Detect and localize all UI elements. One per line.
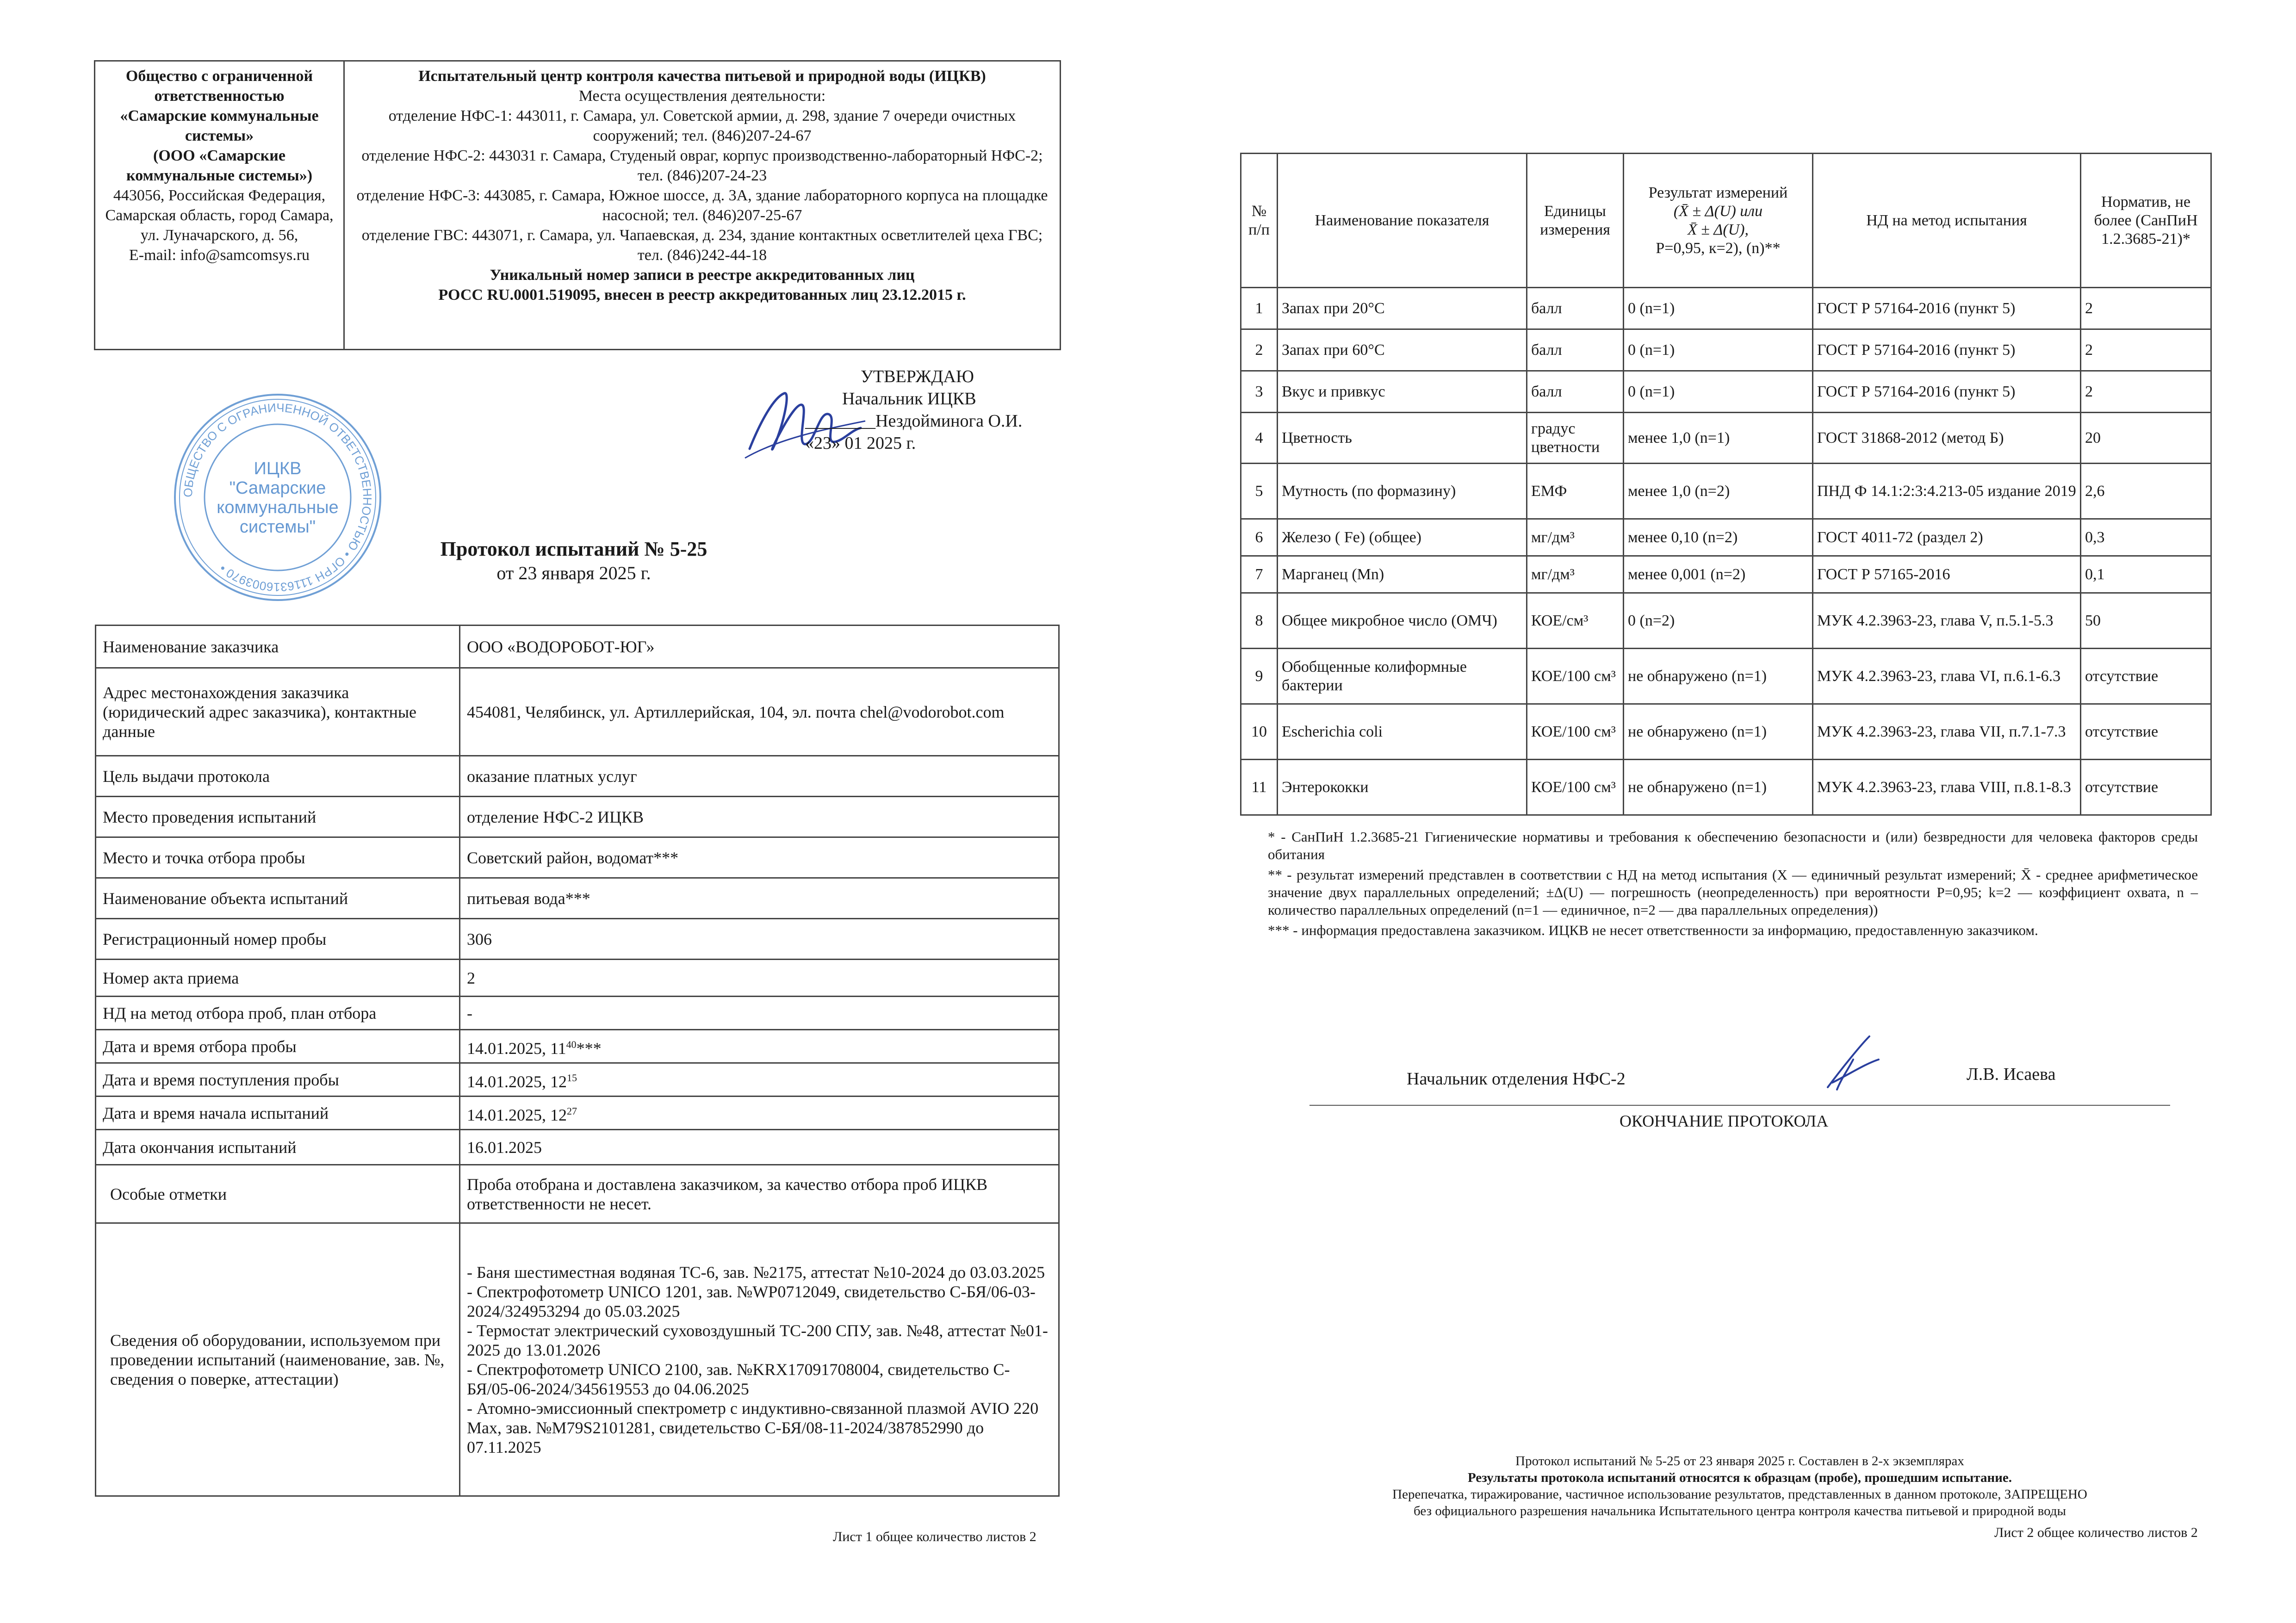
info-value: оказание платных услуг — [460, 756, 1059, 797]
stamp-text: ИЦКВ — [254, 459, 302, 478]
footnote: * - СанПиН 1.2.3685-21 Гигиенические нормативы и требования к обеспечению безопасности и (или) безвредности для человека факторов среды обитания — [1268, 829, 2198, 862]
results-header-row — [1241, 154, 2211, 288]
col-result: Результат измерений (X̄ ± Δ(U) или X̄ ± Δ(U), Р=0,95, к=2), (n)** — [1624, 154, 1813, 288]
protocol-number: Протокол испытаний № 5-25 — [440, 538, 707, 560]
equipment-line: - Атомно-эмиссионный спектрометр с индуктивно-связанной плазмой AVIO 220 Max, зав. №M79S2101281, свидетельство С-БЯ/08-11-2024/387852990 до 07.11.2025 — [467, 1399, 1039, 1456]
page1-footer: Лист 1 общее количество листов 2 — [833, 1529, 1036, 1544]
table-row — [96, 878, 1059, 919]
table-row — [96, 1165, 1059, 1223]
table-row: 10 Escherichia coli КОЕ/100 см³ не обнаружено (n=1) МУК 4.2.3963-23, глава VII, п.7.1-7.3 отсутствие — [1241, 704, 2211, 760]
col-num: № п/п — [1241, 154, 1278, 288]
equipment-line: - Термостат электрический суховоздушный ТС-200 СПУ, зав. №48, аттестат №01-2025 до 13.01.2026 — [467, 1321, 1048, 1359]
table-row — [96, 668, 1059, 756]
approve-position: Начальник ИЦКВ — [842, 389, 976, 409]
table-row: 3 Вкус и привкус балл 0 (n=1) ГОСТ Р 57164-2016 (пункт 5) 2 — [1241, 371, 2211, 413]
page2-footer — [1277, 1453, 2203, 1519]
info-key: Адрес местонахождения заказчика (юридический адрес заказчика), контактные данные — [96, 668, 460, 756]
info-value: 14.01.2025, $12^{27}$ — [460, 1096, 1059, 1130]
table-row — [96, 1223, 1059, 1496]
branch-line: отделение НФС-2: 443031 г. Самара, Студеный овраг, корпус производственно-лабораторный НФС-2; тел. (846)207-24-23 — [361, 147, 1043, 184]
footnotes — [1268, 828, 2198, 942]
info-value: 2 — [460, 960, 1059, 997]
col-norm: Норматив, не более (СанПиН 1.2.3685-21)* — [2081, 154, 2211, 288]
protocol-title — [352, 537, 796, 585]
footer-line: без официального разрешения начальника Испытательного центра контроля качества питьевой и природной воды — [1414, 1504, 2066, 1518]
table-row: 9 Обобщенные колиформные бактерии КОЕ/100 см³ не обнаружено (n=1) МУК 4.2.3963-23, глава VI, п.6.1-6.3 отсутствие — [1241, 649, 2211, 704]
table-row — [96, 1096, 1059, 1130]
table-row — [96, 797, 1059, 837]
branch-line: отделение НФС-1: 443011, г. Самара, ул. Советской армии, д. 298, здание 7 очереди очистных сооружений; тел. (846)207-24-67 — [388, 107, 1016, 144]
info-key: Место и точка отбора пробы — [96, 837, 460, 878]
table-row: 7 Марганец (Mn) мг/дм³ менее 0,001 (n=2) ГОСТ Р 57165-2016 0,1 — [1241, 556, 2211, 593]
equipment-line: - Спектрофотометр UNICO 2100, зав. №KRX17091708004, свидетельство С-БЯ/05-06-2024/345619553 до 04.06.2025 — [467, 1360, 1010, 1398]
equipment-line: - Спектрофотометр UNICO 1201, зав. №WP0712049, свидетельство С-БЯ/06-03-2024/324953294 до 05.03.2025 — [467, 1282, 1036, 1320]
table-row: 4 Цветность градус цветности менее 1,0 (n=1) ГОСТ 31868-2012 (метод Б) 20 — [1241, 413, 2211, 464]
info-key: Регистрационный номер пробы — [96, 919, 460, 960]
org-name-line: (ООО «Самарские коммунальные системы») — [126, 147, 313, 184]
registry-line: Уникальный номер записи в реестре аккредитованных лиц — [490, 266, 915, 284]
info-value: отделение НФС-2 ИЦКВ — [460, 797, 1059, 837]
info-key: Особые отметки — [96, 1165, 460, 1223]
table-row: 11 Энтерококки КОЕ/100 см³ не обнаружено (n=1) МУК 4.2.3963-23, глава VIII, п.8.1-8.3 отсутствие — [1241, 760, 2211, 815]
table-row — [96, 1063, 1059, 1096]
info-value: 306 — [460, 919, 1059, 960]
places-label: Места осуществления деятельности: — [578, 87, 826, 105]
approve-date: «23» 01 2025 г. — [805, 434, 916, 453]
divider — [1309, 1105, 2170, 1106]
approve-name: ________Нездойминога О.И. — [805, 411, 1023, 431]
signer-name: Л.В. Исаева — [1967, 1065, 2056, 1084]
table-row — [96, 1130, 1059, 1165]
approve-label: УТВЕРЖДАЮ — [861, 367, 974, 386]
info-key: Цель выдачи протокола — [96, 756, 460, 797]
table-row — [96, 960, 1059, 997]
registry-line: РОСС RU.0001.519095, внесен в реестр аккредитованных лиц 23.12.2015 г. — [438, 286, 966, 304]
footer-line: Перепечатка, тиражирование, частичное использование результатов, представленных в данном протоколе, ЗАПРЕЩЕНО — [1392, 1487, 2087, 1502]
table-row: 2 Запах при 60°С балл 0 (n=1) ГОСТ Р 57164-2016 (пункт 5) 2 — [1241, 329, 2211, 371]
stamp-text: "Самарские — [229, 478, 326, 498]
info-key: Номер акта приема — [96, 960, 460, 997]
table-row: 1 Запах при 20°С балл 0 (n=1) ГОСТ Р 57164-2016 (пункт 5) 2 — [1241, 288, 2211, 329]
protocol-date: от 23 января 2025 г. — [496, 563, 651, 583]
info-key: Дата и время отбора пробы — [96, 1030, 460, 1063]
info-key: Наименование объекта испытаний — [96, 878, 460, 919]
info-value: - — [460, 997, 1059, 1030]
info-value: Советский район, водомат*** — [460, 837, 1059, 878]
info-value: 14.01.2025, $12^{15}$ — [460, 1063, 1059, 1096]
table-row — [96, 919, 1059, 960]
table-row — [96, 626, 1059, 668]
col-method: НД на метод испытания — [1813, 154, 2081, 288]
protocol-end: ОКОНЧАНИЕ ПРОТОКОЛА — [1620, 1112, 1829, 1130]
table-row: 8 Общее микробное число (ОМЧ) КОЕ/см³ 0 (n=2) МУК 4.2.3963-23, глава V, п.5.1-5.3 50 — [1241, 593, 2211, 649]
org-info-cell — [95, 61, 344, 350]
table-row — [96, 997, 1059, 1030]
info-value: 16.01.2025 — [460, 1130, 1059, 1165]
org-email: E-mail: info@samcomsys.ru — [129, 247, 310, 264]
lab-info-cell — [344, 61, 1061, 350]
page2-sheet-number: Лист 2 общее количество листов 2 — [1994, 1525, 2198, 1540]
col-name: Наименование показателя — [1278, 154, 1527, 288]
org-name-line: Общество с ограниченной ответственностью — [125, 68, 313, 105]
table-row — [96, 837, 1059, 878]
org-address: 443056, Российская Федерация, Самарская область, город Самара, ул. Луначарского, д. 56, — [105, 187, 334, 244]
lab-title: Испытательный центр контроля качества питьевой и природной воды (ИЦКВ) — [418, 68, 986, 85]
info-table — [95, 625, 1060, 1497]
info-value: Проба отобрана и доставлена заказчиком, за качество отбора проб ИЦКВ ответственности не несет. — [460, 1165, 1059, 1223]
equipment-line: - Баня шестиместная водяная ТС-6, зав. №2175, аттестат №10-2024 до 03.03.2025 — [467, 1263, 1045, 1282]
table-row: 6 Железо ( Fe) (общее) мг/дм³ менее 0,10 (n=2) ГОСТ 4011-72 (раздел 2) 0,3 — [1241, 519, 2211, 556]
info-key: Место проведения испытаний — [96, 797, 460, 837]
footnote: ** - результат измерений представлен в соответствии с НД на метод испытания (X — единичный результат измерений; X̄ - среднее арифметическое значение двух параллельных определений; ±Δ(U) — погрешность (неопределенность) при вероятности Р=0,95; k=2 — коэффициент охвата, n – количество параллельных определений (n=1 — единичное, n=2 — два параллельных определения)) — [1268, 867, 2198, 918]
org-name-line: «Самарские коммунальные системы» — [120, 107, 319, 144]
table-row: 5 Мутность (по формазину) ЕМФ менее 1,0 (n=2) ПНД Ф 14.1:2:3:4.213-05 издание 2019 2,6 — [1241, 464, 2211, 519]
equipment-list — [460, 1223, 1059, 1496]
stamp-text: системы" — [239, 517, 316, 537]
table-row — [96, 756, 1059, 797]
signer-position: Начальник отделения НФС-2 — [1407, 1069, 1626, 1089]
results-table — [1240, 153, 2212, 816]
info-value: 454081, Челябинск, ул. Артиллерийская, 104, эл. почта chel@vodorobot.com — [460, 668, 1059, 756]
info-key: НД на метод отбора проб, план отбора — [96, 997, 460, 1030]
info-value: питьевая вода*** — [460, 878, 1059, 919]
footer-line: Результаты протокола испытаний относятся к образцам (пробе), прошедшим испытание. — [1467, 1470, 2012, 1485]
table-row — [96, 1030, 1059, 1063]
info-key: Дата и время начала испытаний — [96, 1096, 460, 1130]
branch-line: отделение ГВС: 443071, г. Самара, ул. Чапаевская, д. 234, здание контактных осветлителей цеха ГВС; тел. (846)242-44-18 — [361, 227, 1043, 264]
info-value: ООО «ВОДОРОБОТ-ЮГ» — [460, 626, 1059, 668]
info-value: 14.01.2025, $11^{40}***$ — [460, 1030, 1059, 1063]
footnote: *** - информация предоставлена заказчиком. ИЦКВ не несет ответственности за информацию, предоставленную заказчиком. — [1268, 922, 2038, 938]
footer-line: Протокол испытаний № 5-25 от 23 января 2025 г. Составлен в 2-х экземплярах — [1515, 1454, 1964, 1468]
info-key: Дата окончания испытаний — [96, 1130, 460, 1165]
info-key: Сведения об оборудовании, используемом при проведении испытаний (наименование, зав. №, сведения о поверке, аттестации) — [96, 1223, 460, 1496]
branch-line: отделение НФС-3: 443085, г. Самара, Южное шоссе, д. 3А, здание лабораторного корпуса на площадке насосной; тел. (846)207-25-67 — [356, 187, 1048, 224]
org-header-table — [94, 60, 1061, 350]
stamp-text: коммунальные — [217, 498, 339, 517]
stamp-ring-text: ОБЩЕСТВО С ОГРАНИЧЕННОЙ ОТВЕТСТВЕННОСТЬЮ • ОГРН 1116316003970 • — [180, 400, 375, 595]
approval-block — [805, 365, 1060, 454]
info-key: Наименование заказчика — [96, 626, 460, 668]
info-key: Дата и время поступления пробы — [96, 1063, 460, 1096]
branch-head-signature — [1814, 1032, 1888, 1096]
col-unit: Единицы измерения — [1527, 154, 1624, 288]
